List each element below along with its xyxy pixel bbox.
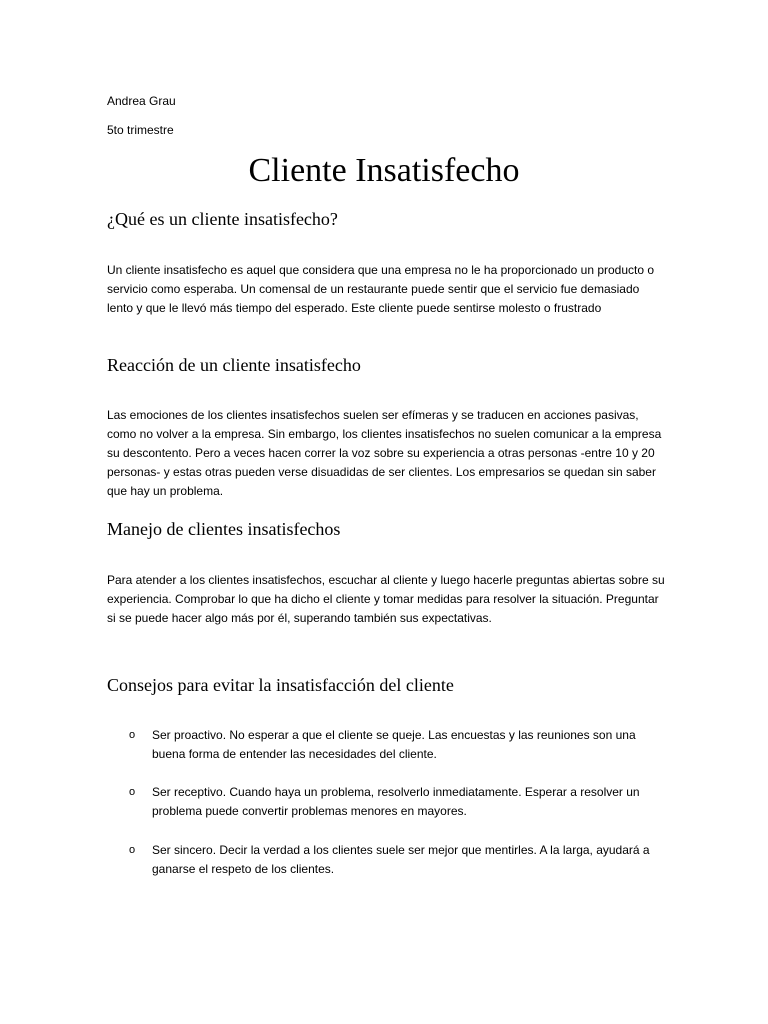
tip-text: Ser proactivo. No esperar a que el cliente se queje. Las encuestas y las reuniones son una buena forma de entender las necesidades del cliente. — [152, 728, 636, 761]
list-item — [107, 726, 662, 764]
bullet-circle-icon: o — [129, 786, 136, 798]
term-label: 5to trimestre — [107, 123, 174, 137]
document-title: Cliente Insatisfecho — [248, 152, 520, 189]
section-heading-tips: Consejos para evitar la insatisfacción del cliente — [107, 675, 454, 695]
list-item — [107, 783, 662, 821]
section-heading-reaction: Reacción de un cliente insatisfecho — [107, 355, 361, 375]
tip-text: Ser sincero. Decir la verdad a los clientes suele ser mejor que mentirles. A la larga, ayudará a ganarse el respeto de los clientes. — [152, 843, 650, 876]
tip-text: Ser receptivo. Cuando haya un problema, resolverlo inmediatamente. Esperar a resolver un problema puede convertir problemas menores en mayores. — [152, 785, 640, 818]
bullet-circle-icon: o — [129, 729, 136, 741]
author-name: Andrea Grau — [107, 94, 176, 108]
bullet-circle-icon: o — [129, 844, 136, 856]
section-heading-definition: ¿Qué es un cliente insatisfecho? — [107, 209, 338, 229]
section-body-definition: Un cliente insatisfecho es aquel que considera que una empresa no le ha proporcionado un producto o servicio como esperaba. Un comensal de un restaurante puede sentir que el servicio fue demasiado lento y que le llevó más tiempo del esperado. Este cliente puede sentirse molesto o frustrado — [107, 263, 655, 315]
section-body-handling: Para atender a los clientes insatisfechos, escuchar al cliente y luego hacerle preguntas abiertas sobre su experiencia. Comprobar lo que ha dicho el cliente y tomar medidas para resolver la situación. Preguntar si se puede hacer algo más por él, superando también sus expectativas. — [107, 573, 665, 625]
list-item — [107, 841, 662, 879]
section-heading-handling: Manejo de clientes insatisfechos — [107, 519, 341, 539]
section-body-reaction: Las emociones de los clientes insatisfechos suelen ser efímeras y se traducen en acciones pasivas, como no volver a la empresa. Sin embargo, los clientes insatisfechos no suelen comunicar a la empresa su descontento. Pero a veces hacen correr la voz sobre su experiencia a otras personas -entre 10 y 20 personas- y estas otras pueden verse disuadidas de ser clientes. Los empresarios se quedan sin saber que hay un problema. — [107, 408, 662, 498]
